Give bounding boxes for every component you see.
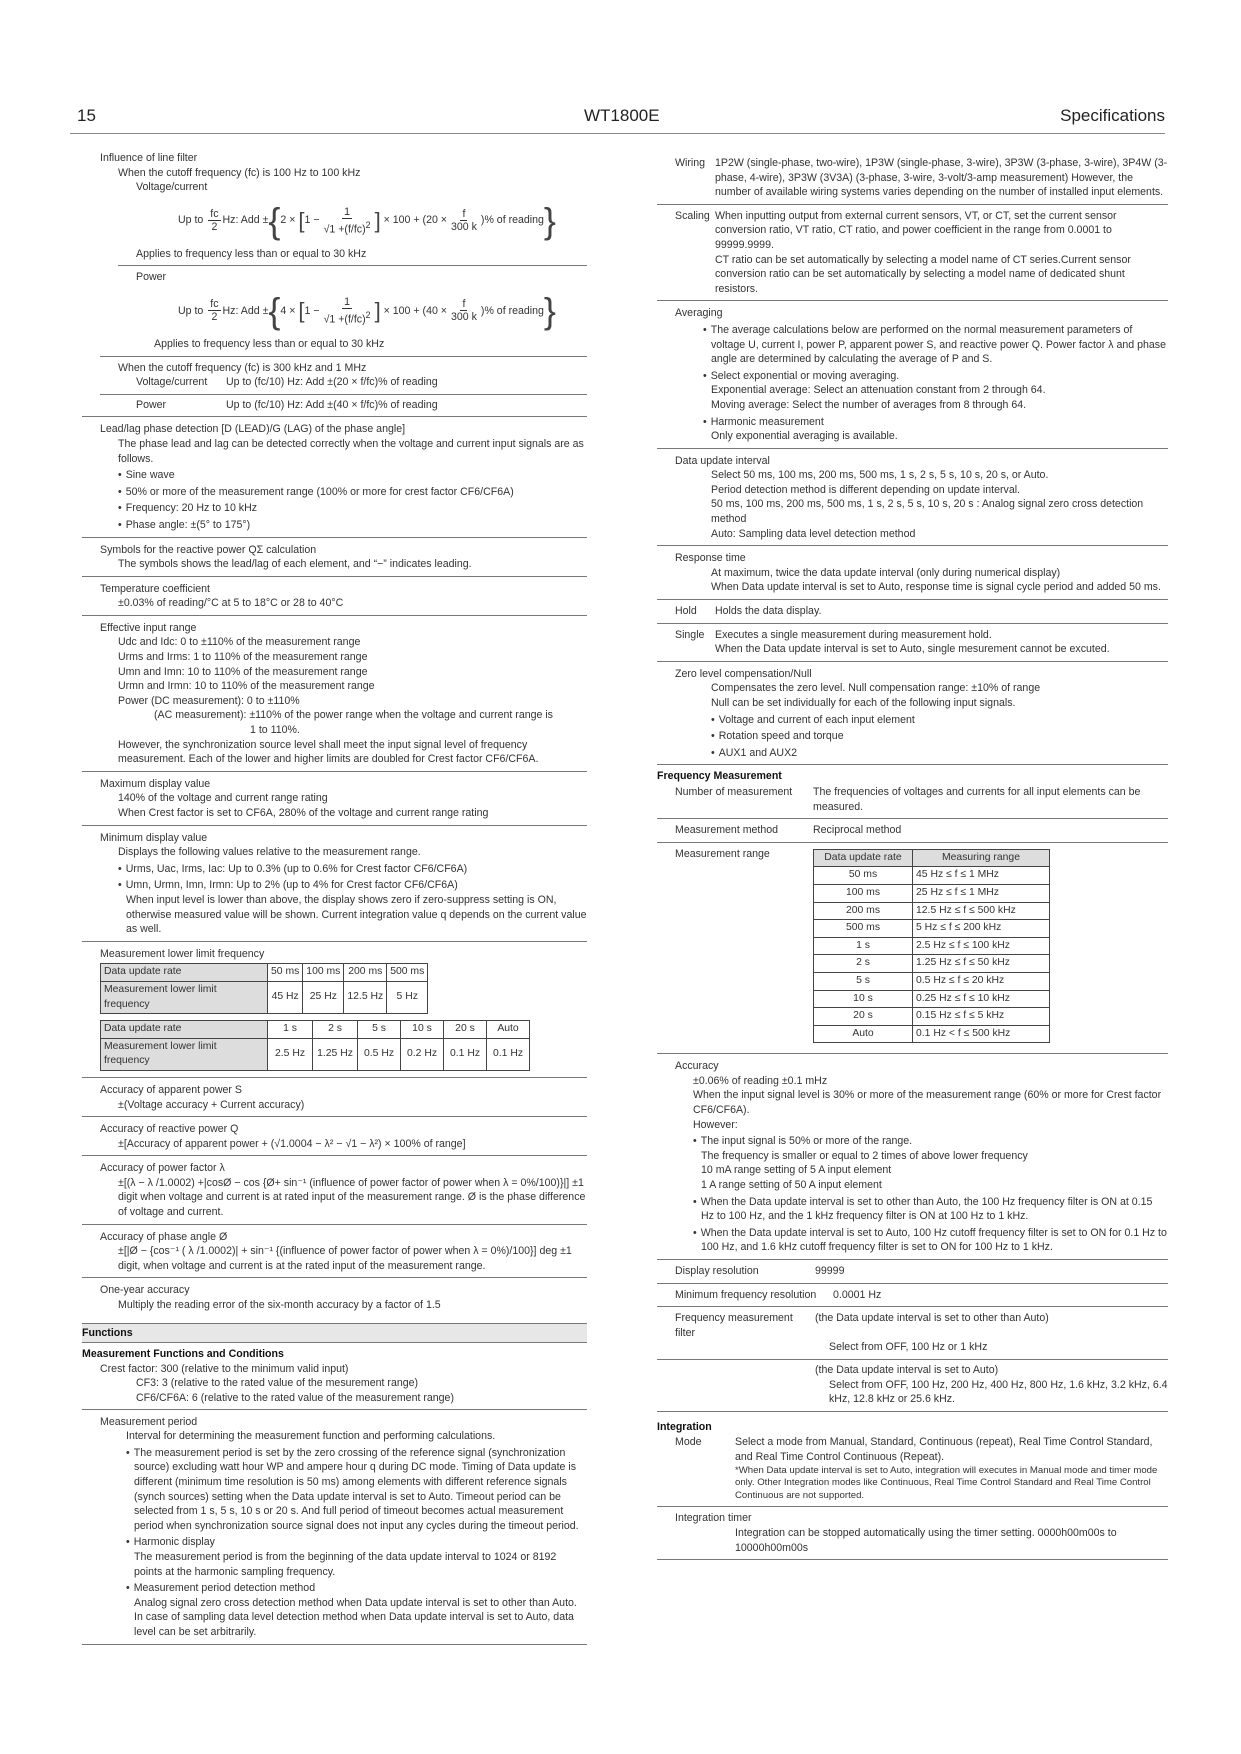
bullet-item: • 50% or more of the measurement range (100% or more for crest factor CF6/CF6A) (100, 485, 587, 500)
bullet-item: • Measurement period detection method (100, 1581, 587, 1596)
vc-label: Voltage/current (136, 181, 208, 194)
brace-open: { (268, 199, 281, 241)
freq-acc-block (657, 1054, 1168, 1260)
bullet-item: • The measurement period is set by the zero crossing of the reference signal (synchronization source) excluding watt hour WP and ampere hour q during DC mode. Timing of Data update is different (minimum time resolution is 50 ms) among elements with different reference signals (synch sources) setting when the Data update interval is set to Auto. Timeout period can be selected from 1 s, 5 s, 10 s or 20 s. And full period of timeout becomes actual measurement period when synchronization source signal does not input any cycles during the timeout period. (100, 1446, 587, 1534)
leadlag-block (82, 417, 587, 537)
f-over: f (347, 313, 351, 326)
response-title: Response time (675, 552, 746, 565)
table-cell: 20 s (444, 1021, 487, 1039)
table-row (814, 884, 1050, 902)
denominator: 300 k (450, 311, 477, 324)
zero-title: Zero level compensation/Null (675, 667, 812, 680)
table-cell: Data update rate (814, 849, 913, 867)
freq-num-label: Number of measurement (675, 785, 793, 798)
formula-text: 1 − (304, 304, 320, 317)
f-over: f (347, 223, 351, 236)
wiring-value: 1P2W (single-phase, two-wire), 1P3W (single-phase, 3-wire), 3P3W (3-phase, 3-wire), 3P4W (3-phase, 4-wire), 3P3W (3V3A) (3-phase, 3-wire, 3-volt/3-amp measurement) However, the number of available wiring systems varies depending on the number of installed input elements. (715, 157, 1168, 199)
table-row (101, 981, 428, 1013)
fraction (449, 208, 479, 233)
acc-pa-block (82, 1225, 587, 1279)
pw2-value: Up to (fc/10) Hz: Add ±(40 × f/fc)% of reading (226, 398, 438, 411)
table-cell: 5 Hz ≤ f ≤ 200 kHz (913, 920, 1050, 938)
section-title: Specifications (1060, 106, 1165, 125)
tempco-text: ±0.03% of reading/°C at 5 to 18°C or 28 to 40°C (118, 597, 344, 610)
scaling-text: When inputting output from external current sensors, VT, or CT, set the current sensor conversion ratio, VT ratio, CT ratio, and power coefficient in the range from 0.0001 to 99999.9999. (715, 209, 1117, 251)
single-row (657, 624, 1168, 662)
wiring-row (657, 146, 1168, 205)
formula-text: 20 × (426, 214, 447, 227)
formula-text: % of reading (484, 304, 544, 317)
fc-under: fc (353, 223, 363, 236)
effective-line: Urms and Irms: 1 to 110% of the measurement range (118, 651, 368, 664)
period-text: Interval for determining the measurement function and performing calculations. (126, 1430, 496, 1443)
table-cell: 0.1 Hz (444, 1038, 487, 1070)
effective-line: (AC measurement): ±110% of the power range when the voltage and current range is (154, 709, 553, 722)
table-cell: 5 Hz (387, 981, 428, 1013)
bullet-item: • Select exponential or moving averaging. (675, 369, 1168, 384)
dataupdate-line: Period detection method is different depending on update interval. (711, 483, 1021, 496)
freq-filter-value: (the Data update interval is set to other than Auto) (815, 1312, 1049, 1325)
formula-text: 2 × (280, 214, 296, 227)
table-cell: 200 ms (344, 964, 387, 982)
table-cell: Measurement lower limit frequency (101, 981, 268, 1013)
table-cell: Auto (487, 1021, 530, 1039)
mfc-subheading: Measurement Functions and Conditions (82, 1348, 284, 1361)
bullet-item: • When the Data update interval is set to Auto, 100 Hz cutoff frequency filter is set to ON for 0.1 Hz to 100 Hz, and 1.6 kHz cutoff frequency filter is set to ON for 100 Hz to 1 kHz. (675, 1226, 1168, 1255)
table-cell: Measurement lower limit frequency (101, 1038, 268, 1070)
freq-min-label: Minimum frequency resolution (675, 1288, 817, 1301)
freq-filter-value: Select from OFF, 100 Hz, 200 Hz, 400 Hz, 800 Hz, 1.6 kHz, 3.2 kHz, 6.4 kHz, 12.8 kHz or 25.6 kHz. (829, 1378, 1168, 1406)
denominator: 300 k (450, 221, 477, 234)
table-row (814, 867, 1050, 885)
table-row (814, 955, 1050, 973)
mindisp-title: Minimum display value (100, 831, 208, 844)
table-cell: 25 Hz (303, 981, 344, 1013)
bullet-item: • Frequency: 20 Hz to 10 kHz (100, 501, 587, 516)
int-timer-label: Integration timer (675, 1512, 752, 1525)
leadlag-title: Lead/lag phase detection [D (LEAD)/G (LAG) of the phase angle] (100, 423, 406, 436)
radicand: 1 + (329, 313, 345, 326)
table-row (814, 920, 1050, 938)
acc-q-title: Accuracy of reactive power Q (100, 1123, 239, 1136)
response-line: At maximum, twice the data update interval (only during numerical display) (711, 566, 1061, 579)
left-column (82, 146, 587, 1645)
acc-pf-title: Accuracy of power factor λ (100, 1162, 225, 1175)
table-cell: 50 ms (268, 964, 303, 982)
table-cell: 50 ms (814, 867, 913, 885)
dataupdate-line: 50 ms, 100 ms, 200 ms, 500 ms, 1 s, 2 s, 5 s, 10 s, 20 s : Analog signal zero cross detection method (711, 498, 1144, 526)
table-cell: Data update rate (101, 964, 268, 982)
freq-filter-value: Select from OFF, 100 Hz or 1 kHz (829, 1341, 988, 1354)
lowerlimit-table-2 (100, 1020, 530, 1071)
freq-min-row (657, 1284, 1168, 1308)
table-row (814, 972, 1050, 990)
period-text: Analog signal zero cross detection method when Data update interval is set to other than Auto. In case of sampling data level detection method when Data update interval is set to Auto, data level can be set arbitrarily. (134, 1596, 577, 1638)
int-timer-row (657, 1507, 1168, 1560)
table-row (814, 1025, 1050, 1043)
averaging-line: Exponential average: Select an attenuation constant from 2 through 64. (711, 384, 1046, 397)
acc-s-title: Accuracy of apparent power S (100, 1083, 242, 1096)
hold-label: Hold (675, 605, 697, 618)
table-cell: Auto (814, 1025, 913, 1043)
freq-res-value: 99999 (815, 1265, 845, 1277)
freq-meth-value: Reciprocal method (813, 824, 902, 837)
oneyear-text: Multiply the reading error of the six-month accuracy by a factor of 1.5 (118, 1299, 441, 1312)
period-title: Measurement period (100, 1415, 198, 1428)
brace-open: { (268, 289, 281, 331)
radicand: 1 + (329, 223, 345, 236)
exponent: 2 (365, 310, 371, 321)
table-cell: 10 s (401, 1021, 444, 1039)
maxdisp-line: 140% of the voltage and current range rating (118, 792, 328, 805)
table-row (101, 964, 428, 982)
formula-text: 1 − (304, 214, 320, 227)
table-cell: 25 Hz ≤ f ≤ 1 MHz (913, 884, 1050, 902)
hold-value: Holds the data display. (715, 605, 822, 618)
freq-meth-label: Measurement method (675, 824, 779, 837)
formula-text: 4 × (280, 304, 296, 317)
formula-text: Up to (178, 304, 204, 317)
applies-text: Applies to frequency less than or equal to 30 kHz (154, 337, 385, 350)
table-cell: 12.5 Hz (344, 981, 387, 1013)
symbols-text: The symbols shows the lead/lag of each element, and “−” indicates leading. (118, 558, 472, 571)
bullet-item: • When the Data update interval is set to other than Auto, the 100 Hz frequency filter is ON at 0.15 Hz to 100 Hz, and the 1 kHz frequency filter is ON at 100 Hz to 1 kHz. (675, 1195, 1168, 1224)
effective-line: Power (DC measurement): 0 to ±110% (118, 694, 300, 707)
effective-line: Urmn and Irmn: 10 to 110% of the measurement range (118, 680, 375, 693)
numerator: 1 (344, 296, 351, 309)
cond-text: When the cutoff frequency (fc) is 300 kHz and 1 MHz (118, 361, 367, 374)
bracket-close: ] (374, 207, 381, 233)
table-row (814, 902, 1050, 920)
tempco-title: Temperature coefficient (100, 582, 210, 595)
bullet-item: • Sine wave (100, 468, 587, 483)
table-cell: 500 ms (814, 920, 913, 938)
fraction (449, 298, 479, 323)
freq-range-table (813, 849, 1050, 1044)
hold-row (657, 600, 1168, 624)
table-cell: 2 s (814, 955, 913, 973)
freq-heading: Frequency Measurement (657, 770, 782, 783)
bullet-item: • Umn, Urmn, Imn, Irmn: Up to 2% (up to 4% for Crest factor CF6/CF6A) (100, 878, 587, 893)
table-cell: 10 s (814, 990, 913, 1008)
numerator: f (462, 208, 466, 221)
zero-block (657, 662, 1168, 766)
table-cell: 2.5 Hz (268, 1038, 313, 1070)
model-name: WT1800E (584, 106, 660, 125)
formula-text: Up to (178, 214, 204, 227)
crest-line: CF6/CF6A: 6 (relative to the rated value of the measurement range) (136, 1392, 454, 1404)
bullet-item: • Harmonic display (100, 1535, 587, 1550)
averaging-title: Averaging (675, 307, 723, 320)
bracket-open: [ (298, 207, 305, 233)
freq-min-value: 0.0001 Hz (833, 1288, 882, 1301)
effective-line: 1 to 110%. (250, 724, 300, 737)
freq-num-row (657, 784, 1168, 819)
freq-res-label: Display resolution (675, 1265, 759, 1277)
freq-range-value (813, 847, 1168, 1050)
formula-text: Hz: Add ± (222, 304, 269, 317)
symbols-block (82, 538, 587, 577)
formula-text: × 100 + (383, 214, 420, 227)
bracket-close: ] (374, 297, 381, 323)
table-cell: 12.5 Hz ≤ f ≤ 500 kHz (913, 902, 1050, 920)
acc-s-block (82, 1078, 587, 1117)
table-cell: 0.2 Hz (401, 1038, 444, 1070)
table-cell: 1 s (814, 937, 913, 955)
freq-range-label: Measurement range (675, 847, 770, 860)
bullet-item: • Harmonic measurement (675, 415, 1168, 430)
pw2-row (100, 394, 587, 413)
bracket-open: [ (298, 297, 305, 323)
table-row (814, 990, 1050, 1008)
period-block (82, 1410, 587, 1645)
table-row (814, 1008, 1050, 1026)
bullet-item: • Urms, Uac, Irms, Iac: Up to 0.3% (up to 0.6% for Crest factor CF6/CF6A) (100, 862, 587, 877)
effective-line: However, the synchronization source level shall meet the input signal level of frequency measurement. Each of the lower and higher limits are doubled for Crest factor CF6/CF6A. (118, 738, 539, 766)
table-cell: 45 Hz (268, 981, 303, 1013)
bullet-item: • AUX1 and AUX2 (675, 746, 1168, 761)
wiring-label: Wiring (675, 157, 706, 169)
page-number: 15 (77, 106, 96, 125)
pw2-label: Power (136, 398, 167, 411)
freq-filter-value: (the Data update interval is set to Auto) (657, 1359, 1168, 1378)
table-cell: Measuring range (913, 849, 1050, 867)
freq-filter-label: Frequency measurement filter (675, 1312, 793, 1339)
leadlag-text: The phase lead and lag can be detected correctly when the voltage and current input signals are as follows. (118, 437, 584, 465)
single-label: Single (675, 628, 705, 641)
freq-acc-title: Accuracy (675, 1060, 719, 1073)
freq-acc-line: ±0.06% of reading ±0.1 mHz (693, 1074, 828, 1087)
crest-line: Crest factor: 300 (relative to the minimum valid input) (100, 1362, 349, 1375)
period-text: The measurement period is from the beginning of the data update interval to 1024 or 8192 points at the harmonic sampling frequency. (134, 1550, 557, 1578)
averaging-line: Only exponential averaging is available. (711, 430, 898, 443)
power-sub (118, 265, 587, 351)
symbols-title: Symbols for the reactive power QΣ calculation (100, 543, 317, 556)
numerator: f (462, 298, 466, 311)
mindisp-line: When input level is lower than above, the display shows zero if zero-suppress setting is ON, otherwise measured value will be shown. Current integration value q depends on the current value as well. (126, 893, 587, 936)
acc-q-text: ±[Accuracy of apparent power + (√1.0004 − λ² − √1 − λ²) × 100% of range] (118, 1137, 466, 1150)
table-cell: 5 s (814, 972, 913, 990)
denominator: 2 (211, 311, 218, 324)
effective-line: Udc and Idc: 0 to ±110% of the measurement range (118, 636, 361, 649)
bullet-item: • Voltage and current of each input element (675, 713, 1168, 728)
dataupdate-title: Data update interval (675, 454, 770, 467)
header-rule (70, 133, 1165, 134)
int-mode-label: Mode (675, 1436, 702, 1449)
oneyear-block (82, 1278, 587, 1316)
zero-line: Compensates the zero level. Null compensation range: ±10% of range (711, 682, 1041, 695)
table-cell: 2 s (313, 1021, 358, 1039)
formula-text: × 100 + (383, 304, 420, 317)
scaling-text: CT ratio can be set automatically by selecting a model name of CT series.Current sensor conversion ratio can be set automatically by selecting a model name of dedicated shunt resistors. (715, 253, 1131, 295)
freq-acc-line: The frequency is smaller or equal to 2 times of above lower frequency (701, 1149, 1028, 1162)
table-cell: 1.25 Hz ≤ f ≤ 50 kHz (913, 955, 1050, 973)
table-cell: 500 ms (387, 964, 428, 982)
freq-num-value: The frequencies of voltages and currents for all input elements can be measured. (813, 785, 1141, 813)
int-mode-value (735, 1435, 1168, 1502)
dataupdate-block (657, 449, 1168, 547)
brace-close: } (543, 199, 556, 241)
line-filter-title: Influence of line filter (100, 152, 198, 164)
crest-line: CF3: 3 (relative to the rated value of the mesurement range) (136, 1377, 419, 1390)
bullet-item: • The input signal is 50% or more of the range. (675, 1134, 1168, 1149)
effective-title: Effective input range (100, 621, 197, 634)
cutoff-300k-sub (100, 356, 587, 413)
table-row (101, 1021, 530, 1039)
cond-text: When the cutoff frequency (fc) is 100 Hz to 100 kHz (118, 166, 361, 179)
table-cell: 0.25 Hz ≤ f ≤ 10 kHz (913, 990, 1050, 1008)
freq-filter-row (657, 1307, 1168, 1412)
table-cell: 0.1 Hz < f ≤ 500 kHz (913, 1025, 1050, 1043)
fraction (208, 298, 220, 323)
denominator: $√1 +(f/fc)^2$ (323, 310, 371, 326)
formula-power: Up to $\frac{fc}{2}$ Hz: Add ± { 4 × [ 1 − $\frac{1}{√1 +(f/fc)^2}$ ] × 100 + ( 40 × $\frac{f}{300 k}$ ) % of reading } (178, 289, 556, 331)
acc-pa-text: ±[|Ø − {cos⁻¹ ( λ /1.0002)| + sin⁻¹ {(influence of power factor of power when λ = 0%)/100}] deg ±1 digit, when voltage and current is at the rated input of the measurement range. (118, 1245, 572, 1272)
table-cell: 0.1 Hz (487, 1038, 530, 1070)
filter-line (657, 1311, 1168, 1340)
vc2-row (100, 375, 587, 390)
acc-pa-title: Accuracy of phase angle Ø (100, 1230, 228, 1243)
dataupdate-line: Select 50 ms, 100 ms, 200 ms, 500 ms, 1 s, 2 s, 5 s, 10 s, 20 s, or Auto. (711, 469, 1049, 482)
table-cell: Data update rate (101, 1021, 268, 1039)
effective-line: Umn and Imn: 10 to 110% of the measurement range (118, 665, 368, 678)
single-text: Executes a single measurement during measurement hold. (715, 628, 992, 641)
table-cell: 0.15 Hz ≤ f ≤ 5 kHz (913, 1008, 1050, 1026)
table-cell: 200 ms (814, 902, 913, 920)
vc2-label: Voltage/current (136, 376, 208, 389)
int-mode-text: Select a mode from Manual, Standard, Continuous (repeat), Real Time Control Standard, and Real Time Control Continuous (Repeat). (735, 1436, 1153, 1463)
freq-acc-line: 1 A range setting of 50 A input element (701, 1179, 882, 1192)
bullet-item: • The average calculations below are performed on the normal measurement parameters of voltage U, current I, power P, apparent power S, and reactive power Q. Power factor λ and phase angle are determined by calculating the average of P and S. (675, 323, 1168, 367)
integration-heading: Integration (657, 1420, 712, 1433)
zero-line: Null can be set individually for each of the following input signals. (711, 697, 1016, 709)
crest-block (82, 1362, 587, 1410)
fraction (322, 296, 373, 326)
table-cell: 20 s (814, 1008, 913, 1026)
numerator: 1 (344, 206, 351, 219)
table-cell: 1 s (268, 1021, 313, 1039)
table-row (814, 849, 1050, 867)
formula-voltage-current: Up to $\frac{fc}{2}$ Hz: Add ± { 2 × [ 1 − $\frac{1}{√1 +(f/fc)^2}$ ] × 100 + ( 20 × $\frac{f}{300 k}$ ) % of reading } (178, 199, 556, 241)
formula-text: % of reading (484, 214, 544, 227)
lowerlimit-table-1 (100, 963, 428, 1014)
freq-acc-line: When the input signal level is 30% or more of the measurement range (60% or more for Crest factor CF6/CF6A). (693, 1089, 1162, 1117)
tempco-block (82, 577, 587, 616)
bullet-item: • Phase angle: ±(5° to 175°) (100, 518, 587, 533)
scaling-label: Scaling (675, 209, 710, 222)
table-cell: 45 Hz ≤ f ≤ 1 MHz (913, 867, 1050, 885)
fraction (322, 206, 373, 236)
denominator: $√1 +(f/fc)^2$ (323, 220, 371, 236)
right-column (657, 146, 1168, 1560)
exponent: 2 (365, 220, 371, 231)
table-cell: 100 ms (814, 884, 913, 902)
acc-pf-block (82, 1156, 587, 1224)
mindisp-block (82, 826, 587, 942)
table-row (814, 937, 1050, 955)
vc2-value: Up to (fc/10) Hz: Add ±(20 × f/fc)% of reading (226, 376, 438, 389)
table-cell: 0.5 Hz (358, 1038, 401, 1070)
mindisp-line: Displays the following values relative to the measurement range. (118, 846, 421, 859)
freq-res-row (657, 1260, 1168, 1284)
single-value (715, 628, 1168, 657)
response-block (657, 546, 1168, 600)
lowerlimit-title: Measurement lower limit frequency (100, 947, 265, 960)
freq-acc-line: 10 mA range setting of 5 A input element (701, 1164, 892, 1177)
acc-q-block (82, 1117, 587, 1156)
response-line: When Data update interval is set to Auto, response time is signal cycle period and added 50 ms. (711, 581, 1161, 594)
table-cell: 2.5 Hz ≤ f ≤ 100 kHz (913, 937, 1050, 955)
applies-text: Applies to frequency less than or equal to 30 kHz (136, 247, 367, 260)
numerator: fc (210, 298, 219, 311)
freq-acc-line: However: (693, 1118, 738, 1131)
table-cell: 100 ms (303, 964, 344, 982)
averaging-line: Moving average: Select the number of averages from 8 through 64. (711, 398, 1027, 411)
maxdisp-block (82, 772, 587, 826)
table-row (101, 1038, 530, 1070)
functions-heading: Functions (82, 1323, 587, 1344)
oneyear-title: One-year accuracy (100, 1284, 190, 1297)
line-filter-block (82, 146, 587, 417)
table-cell: 0.5 Hz ≤ f ≤ 20 kHz (913, 972, 1050, 990)
scaling-value (715, 209, 1168, 297)
fraction (208, 208, 220, 233)
numerator: fc (210, 208, 219, 221)
bullet-item: • Rotation speed and torque (675, 729, 1168, 744)
acc-s-text: ±(Voltage accuracy + Current accuracy) (118, 1098, 305, 1111)
freq-meth-row (657, 819, 1168, 843)
int-mode-row (657, 1434, 1168, 1507)
formula-text: 40 × (426, 304, 447, 317)
single-text: When the Data update interval is set to Auto, single mesurement cannot be excuted. (715, 643, 1110, 656)
effective-block (82, 616, 587, 772)
maxdisp-title: Maximum display value (100, 777, 211, 790)
table-cell: 1.25 Hz (313, 1038, 358, 1070)
power-label: Power (136, 271, 167, 284)
lowerlimit-block (82, 942, 587, 1078)
scaling-row (657, 205, 1168, 302)
maxdisp-line: When Crest factor is set to CF6A, 280% of the voltage and current range rating (118, 807, 489, 819)
denominator: 2 (211, 221, 218, 234)
table-cell: 5 s (358, 1021, 401, 1039)
brace-close: } (543, 289, 556, 331)
freq-range-row (657, 843, 1168, 1055)
dataupdate-line: Auto: Sampling data level detection method (711, 527, 916, 540)
int-timer-value: Integration can be stopped automatically using the timer setting. 0000h00m00s to 10000h00m00s (735, 1526, 1117, 1554)
int-mode-note: *When Data update interval is set to Auto, integration will executes in Manual mode and timer mode only. Other Integration modes like Continuous, Real Time Control Standard and Real Time Control Continuous are not supported. (735, 1464, 1158, 1501)
averaging-block (657, 301, 1168, 448)
acc-pf-text: ±[(λ − λ /1.0002) +|cosØ − cos {Ø+ sin⁻¹ (influence of power factor of power when λ = 0%/100)}|] ±1 digit when voltage and current is at rated input of the measurement range. Ø is the phase difference of voltage and current. (118, 1176, 586, 1219)
formula-text: Hz: Add ± (222, 214, 269, 227)
fc-under: fc (353, 313, 363, 326)
